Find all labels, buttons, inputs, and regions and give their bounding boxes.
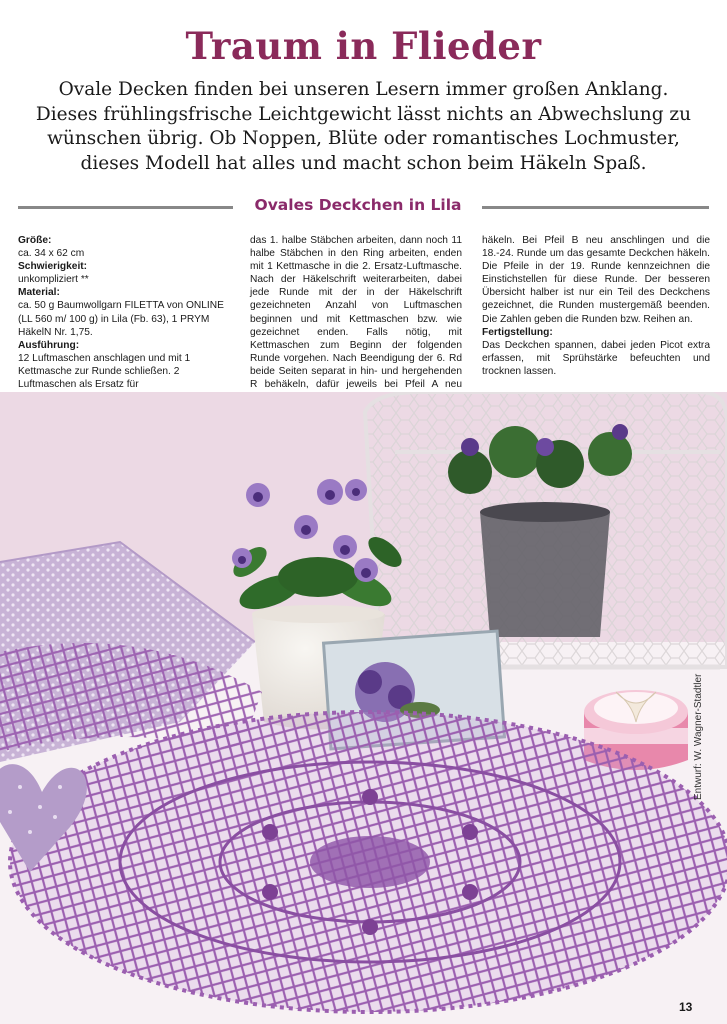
specs-column — [18, 234, 239, 391]
intro-line: dieses Modell hat alles und macht schon beim Häkeln Spaß. — [80, 152, 647, 174]
product-photo — [0, 392, 727, 1024]
section-divider-left — [18, 206, 233, 209]
material-label: Material: — [18, 287, 60, 299]
design-credit: Entwurf: W. Wagner-Stadtler — [693, 673, 704, 800]
photo-illustration — [0, 392, 727, 1024]
size-value: ca. 34 x 62 cm — [18, 248, 85, 260]
finishing-value: Das Deckchen spannen, dabei jeden Picot extra erfassen, mit Sprühstärke befeuchten und trocknen lassen. — [482, 339, 710, 377]
instructions-column-end — [482, 234, 710, 378]
wire-cage — [365, 392, 727, 667]
instructions-column — [250, 234, 462, 404]
size-label: Größe: — [18, 235, 52, 246]
material-value: ca. 50 g Baumwollgarn FILETTA von ONLINE (LL 560 m/ 100 g) in Lila (Fb. 63), 1 PRYM HäkelN Nr. 1,75. — [18, 300, 224, 338]
execution-value: 12 Luftmaschen anschlagen und mit 1 Kettmasche zur Runde schließen. 2 Luftmaschen als Ersatz für — [18, 352, 191, 391]
instructions-text-end: häkeln. Bei Pfeil B neu anschlingen und die 18.-24. Runde um das gesamte Deckchen häkeln. Die Pfeile in der 19. Runde kennzeichnen die Einstichstellen für diese Runde. Der besseren Übersicht halber ist nur ein Teil des Deckchens gezeichnet, die Runden mustergemäß beenden. Die Zahlen geben die Runden bzw. Reihen an. — [482, 235, 710, 325]
difficulty-label: Schwierigkeit: — [18, 261, 88, 273]
intro-line: Ovale Decken finden bei unseren Lesern immer großen Anklang. — [58, 79, 669, 100]
page-title: Traum in Flieder — [185, 24, 542, 68]
intro-line: Dieses frühlingsfrische Leichtgewicht lässt nichts an Abwechslung zu — [35, 103, 692, 125]
finishing-label: Fertigstellung: — [482, 326, 553, 338]
execution-label: Ausführung: — [18, 339, 80, 351]
intro-line: wünschen übrig. Ob Noppen, Blüte oder romantisches Lochmuster, — [47, 128, 680, 149]
instructions-text: das 1. halbe Stäbchen arbeiten, dann noch 11 halbe Stäbchen in den Ring arbeiten, enden mit 1 Kettmasche in die 2. Ersatz-Luftmasche. Nach der Häkelschrift weiterarbeiten, dabei jede Runde mit der in der Häkelschrift gezeichneten Anzahl von Luftmaschen beginnen und mit Kettmaschen bzw. wie gezeichnet enden. Falls nötig, mit Kettmaschen zum Beginn der folgenden Runde vorgehen. Nach Beendigung der 6. Rd beide Seiten separat in hin- und hergehenden R behäkeln, dafür jeweils bei Pfeil A neu — [250, 235, 462, 391]
difficulty-value: unkompliziert ** — [18, 274, 89, 286]
section-heading: Ovales Deckchen in Lila — [254, 196, 462, 214]
section-divider-right — [482, 206, 709, 209]
page-number: 13 — [679, 1000, 693, 1014]
intro-paragraph — [14, 78, 713, 176]
